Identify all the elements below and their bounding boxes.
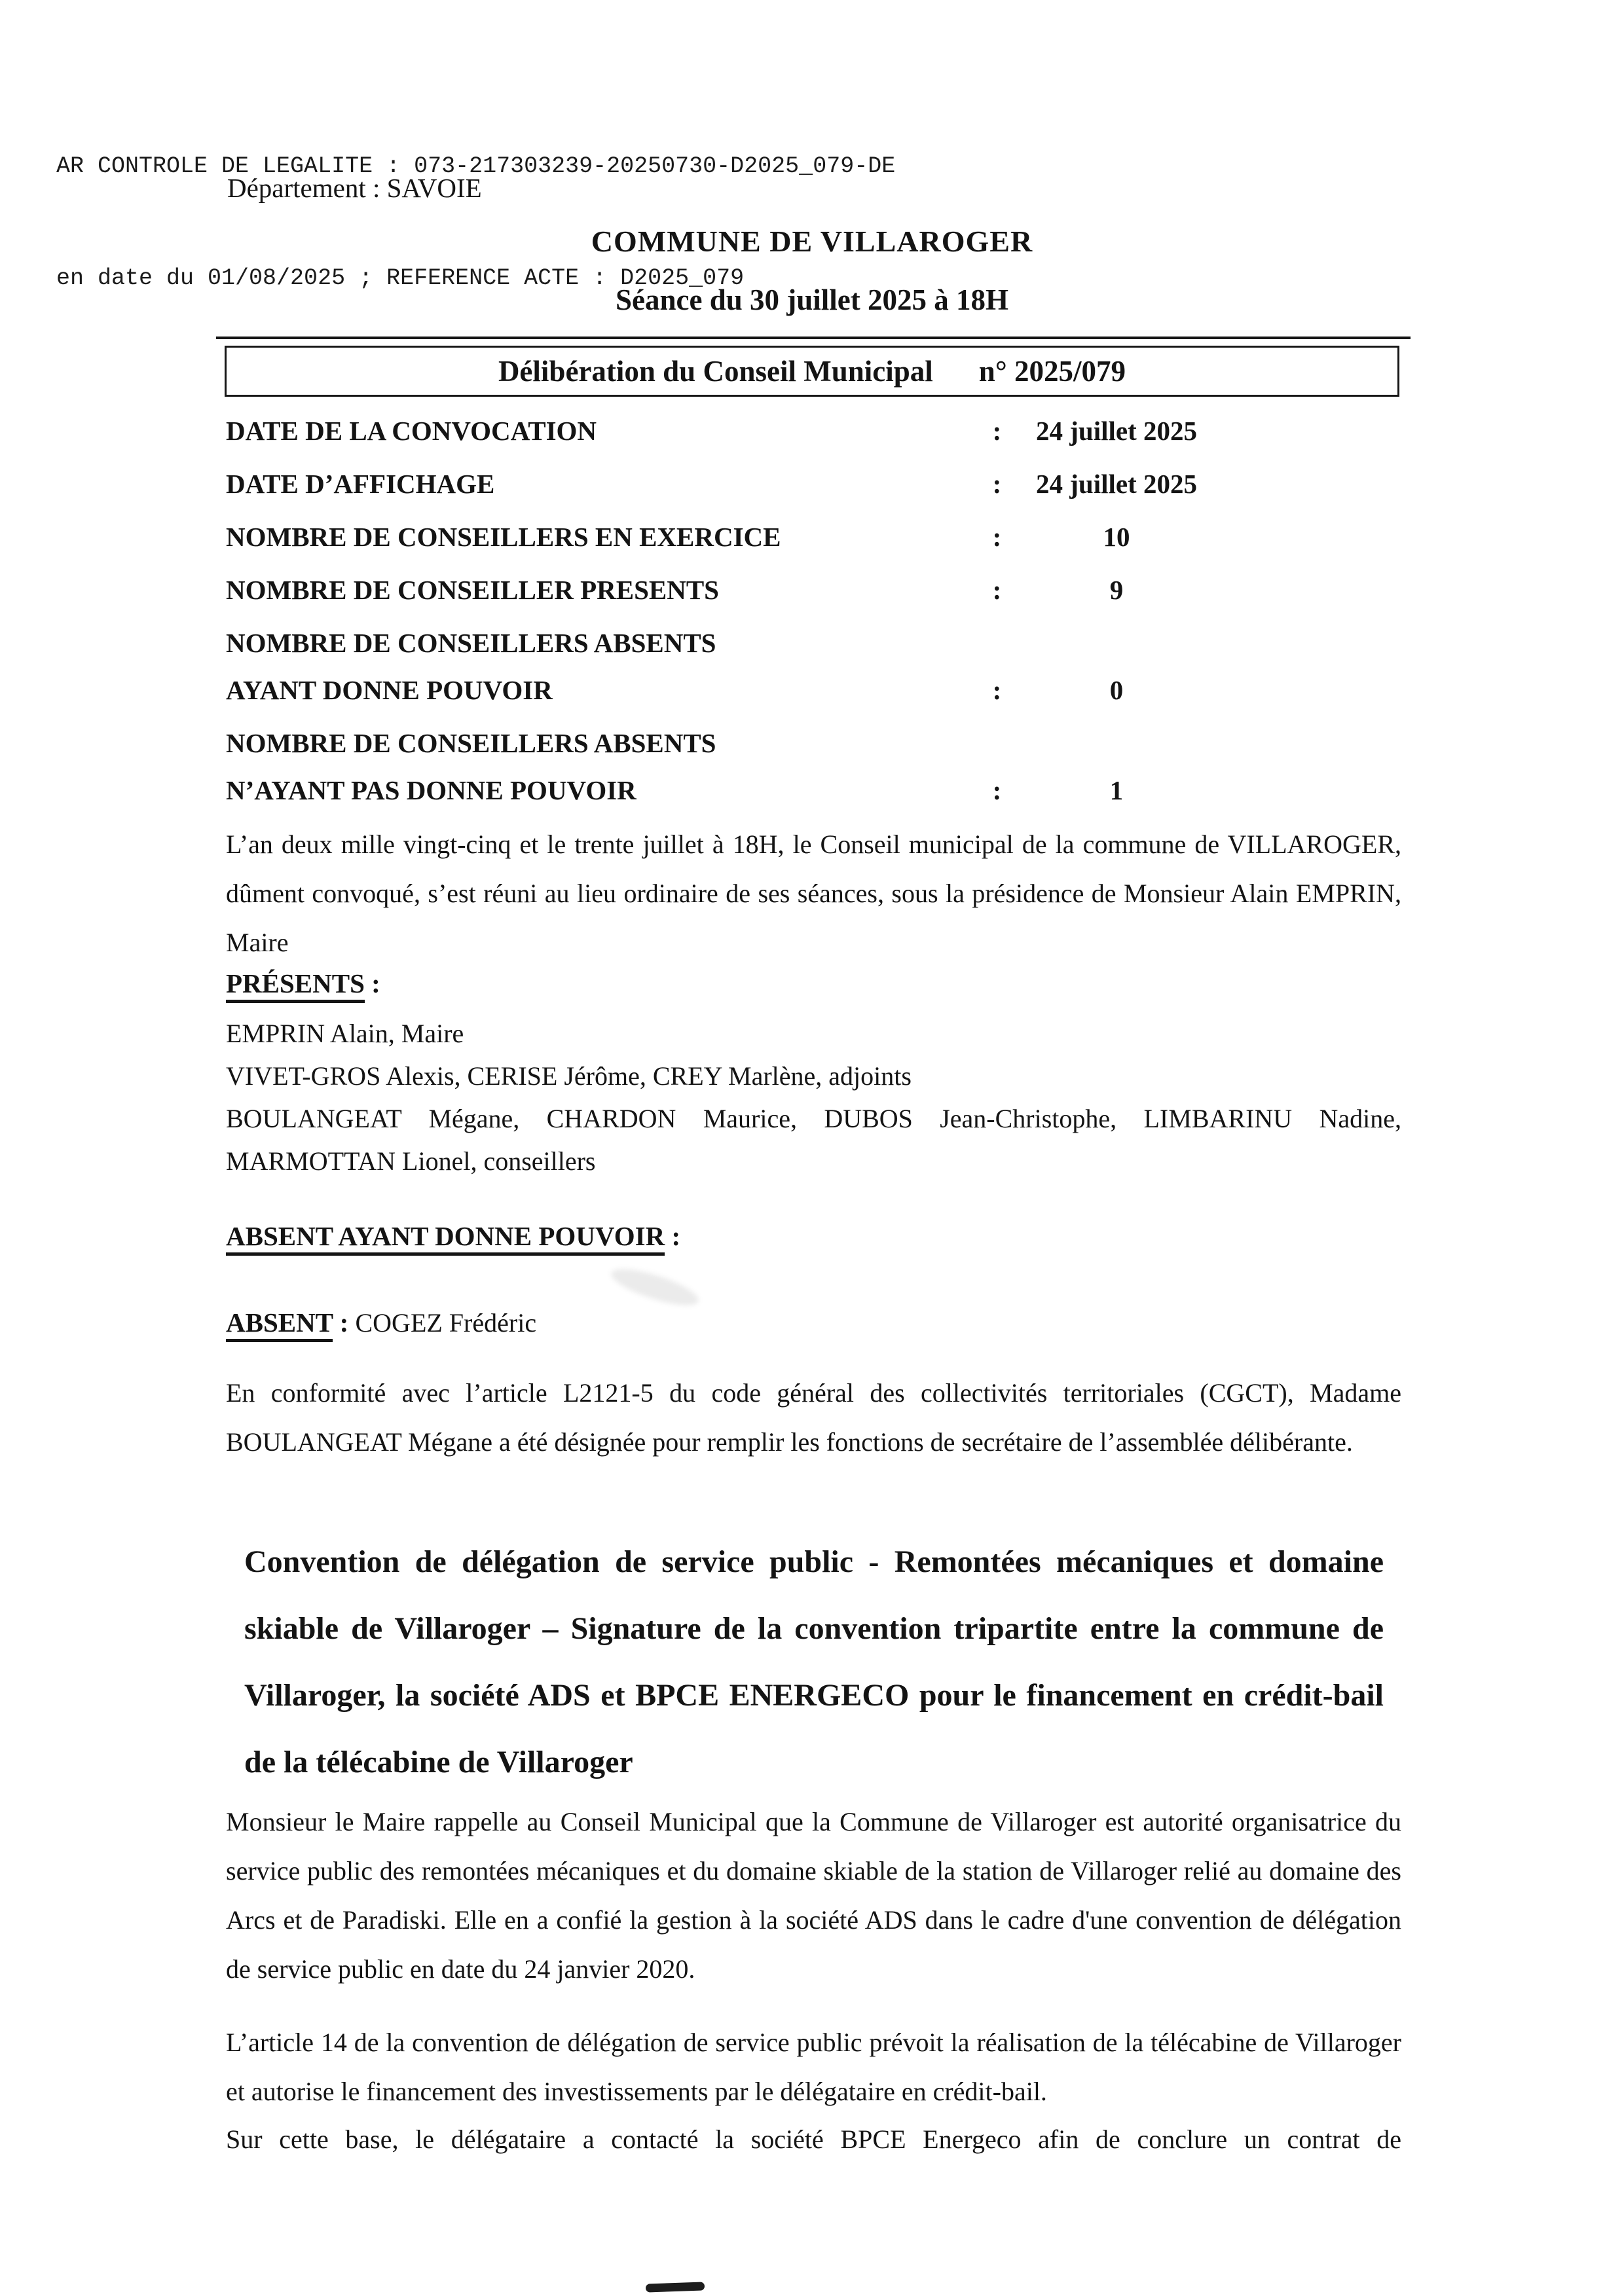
secretary-paragraph: En conformité avec l’article L2121-5 du code général des collectivités territoriales (CGCT), Madame BOULANGEAT Mégane a été désignée pour remplir les fonctions de secrétaire de l’assemblée délibérante. [226, 1378, 1401, 1457]
department-label: Département : SAVOIE [227, 173, 482, 203]
row-label: NOMBRE DE CONSEILLERS ABSENTS AYANT DONNE POUVOIR [226, 628, 716, 705]
row-label: NOMBRE DE CONSEILLERS EN EXERCICE [226, 522, 781, 552]
row-value: 1 [1109, 775, 1124, 805]
absent-with-proxy-heading: ABSENT AYANT DONNE POUVOIR : [226, 1216, 680, 1256]
table-row [226, 513, 1401, 560]
ar-legality-banner [56, 73, 895, 372]
meeting-info-table [226, 407, 1401, 820]
presents-heading: PRÉSENTS : [226, 964, 1401, 1003]
absent-line: ABSENT : COGEZ Frédéric [226, 1303, 536, 1343]
deliberation-subject-title: Convention de délégation de service public - Remontées mécaniques et domaine skiable de Villaroger – Signature de la convention tripartite entre la commune de Villaroger, la société ADS et BPCE ENERGECO pour le financement en crédit-bail de la télécabine de Villaroger [244, 1544, 1384, 1779]
row-value: 24 juillet 2025 [1036, 416, 1197, 446]
table-row [226, 460, 1401, 507]
row-label: DATE D’AFFICHAGE [226, 469, 495, 499]
preamble-paragraph: L’an deux mille vingt-cinq et le trente juillet à 18H, le Conseil municipal de la commune de VILLAROGER, dûment convoqué, s’est réuni au lieu ordinaire de ses séances, sous la présidence de Monsieur Alain EMPRIN, Maire [226, 829, 1401, 957]
ar-banner-line2: en date du 01/08/2025 ; REFERENCE ACTE : D2025_079 [56, 265, 745, 291]
scan-mark [646, 2282, 705, 2292]
body-paragraph: Monsieur le Maire rappelle au Conseil Municipal que la Commune de Villaroger est autorité organisatrice du service public des remontées mécaniques et du domaine skiable de la station de Villaroger relié au domaine des Arcs et de Paradiski. Elle en a confié la gestion à la société ADS dans le cadre d'une convention de délégation de service public en date du 24 janvier 2020. [226, 1807, 1401, 1984]
deliberation-label: Délibération du Conseil Municipal [498, 355, 933, 388]
body-paragraph: L’article 14 de la convention de délégation de service public prévoit la réalisation de la télécabine de Villaroger et autorise le financement des investissements par le délégataire en crédit-bail. [226, 2028, 1401, 2106]
list-item: VIVET-GROS Alexis, CERISE Jérôme, CREY Marlène, adjoints [226, 1061, 912, 1091]
row-value: 0 [1109, 675, 1124, 705]
table-row [226, 619, 1401, 714]
session-title: Séance du 30 juillet 2025 à 18H [615, 283, 1008, 316]
body-paragraph: Sur cette base, le délégataire a contacté la société BPCE Energeco afin de conclure un contrat de [226, 2124, 1401, 2154]
row-value: 10 [1103, 522, 1130, 552]
row-separator: : [992, 416, 1002, 446]
horizontal-rule [216, 337, 1411, 339]
row-label: NOMBRE DE CONSEILLERS ABSENTS N’AYANT PAS DONNE POUVOIR [226, 728, 716, 805]
row-label: DATE DE LA CONVOCATION [226, 416, 597, 446]
table-row [226, 566, 1401, 613]
list-item: EMPRIN Alain, Maire [226, 1019, 464, 1048]
row-label: NOMBRE DE CONSEILLER PRESENTS [226, 575, 719, 605]
commune-title: COMMUNE DE VILLAROGER [591, 225, 1033, 258]
table-row [226, 720, 1401, 814]
row-separator: : [992, 469, 1002, 499]
row-separator: : [992, 575, 1002, 605]
row-separator: : [992, 775, 1002, 805]
row-value: 24 juillet 2025 [1036, 469, 1197, 499]
list-item: BOULANGEAT Mégane, CHARDON Maurice, DUBOS Jean-Christophe, LIMBARINU Nadine, [226, 1104, 1401, 1133]
deliberation-number: n° 2025/079 [978, 355, 1126, 388]
presents-section [226, 964, 1401, 1182]
row-value: 9 [1109, 575, 1124, 605]
ar-banner-line1: AR CONTROLE DE LEGALITE : 073-217303239-20250730-D2025_079-DE [56, 153, 896, 179]
row-separator: : [992, 522, 1002, 552]
table-row [226, 407, 1401, 454]
row-separator: : [992, 675, 1002, 705]
scan-smudge [608, 1262, 702, 1313]
deliberation-header-box [225, 346, 1399, 397]
list-item: MARMOTTAN Lionel, conseillers [226, 1146, 596, 1176]
